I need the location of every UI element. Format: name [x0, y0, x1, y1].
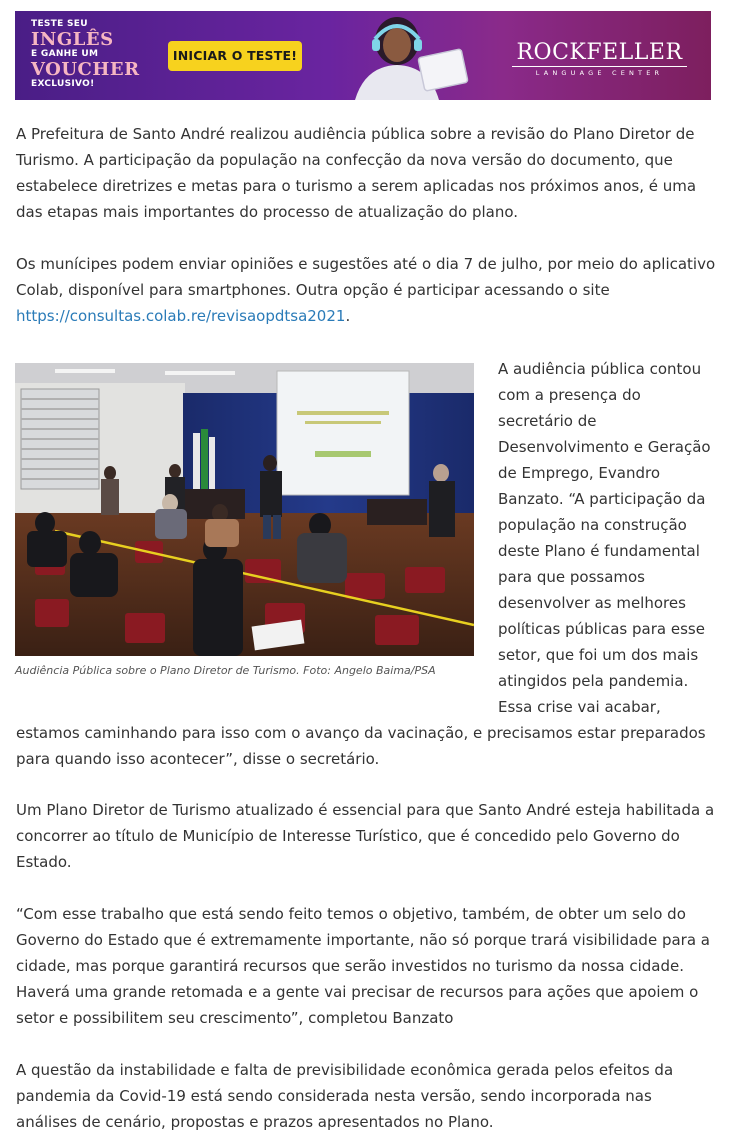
paragraph-hearing-side: A audiência pública contou com a presença do secretário de Desenvolvimento e Geração de Emprego, Evandro Banzato. “A participação da população na construção deste Plano é fundamental para que possamos desenvolver as melhores políticas públicas para esse setor, que foi um dos mais atingidos pela pandemia. Essa crise vai acabar,	[498, 360, 711, 716]
banner-line-5: EXCLUSIVO!	[31, 79, 95, 89]
banner-line-4: VOUCHER	[31, 59, 140, 80]
paragraph-quote-banzato: “Com esse trabalho que está sendo feito temos o objetivo, também, de obter um selo do Governo do Estado que é extremamente importante, não só porque trará visibilidade para a cidade, mas porque garantirá recursos que serão investidos no turismo da nossa cidade. Haverá uma grande retomada e a gente vai precisar de recursos para ações que apoiem o setor e possibilitem seu crescimento”, completou Banzato	[16, 905, 710, 1027]
banner-line-1: TESTE SEU	[31, 19, 88, 29]
ad-banner[interactable]	[15, 11, 711, 100]
paragraph-participation-text: Os munícipes podem enviar opiniões e sugestões até o dia 7 de julho, por meio do aplicativo Colab, disponível para smartphones. Outra opção é participar acessando o site	[16, 255, 716, 299]
banner-promo-text	[31, 19, 161, 90]
start-test-button[interactable]: INICIAR O TESTE!	[168, 41, 302, 71]
paragraph-participation-end: .	[345, 307, 351, 325]
paragraph-pandemic-instability: A questão da instabilidade e falta de previsibilidade econômica gerada pelos efeitos da pandemia da Covid-19 está sendo considerada nesta versão, sendo incorporada nas análises de cenário, propostas e prazos apresentados no Plano.	[16, 1061, 674, 1131]
colab-consultation-link[interactable]: https://consultas.colab.re/revisaopdtsa2021	[16, 307, 346, 325]
brand-name: ROCKFELLER	[512, 41, 687, 67]
paragraph-participation	[16, 251, 716, 329]
photo-caption: Audiência Pública sobre o Plano Diretor de Turismo. Foto: Angelo Baima/PSA	[15, 664, 436, 677]
student-with-tablet-illustration	[335, 11, 475, 100]
brand-logo	[512, 41, 687, 78]
brand-subtitle: LANGUAGE CENTER	[535, 69, 664, 77]
banner-line-2: INGLÊS	[31, 29, 114, 50]
paragraph-plan-importance: Um Plano Diretor de Turismo atualizado é essencial para que Santo André esteja habilitada a concorrer ao título de Município de Interesse Turístico, que é concedido pelo Governo do Estado.	[16, 801, 715, 871]
paragraph-hearing-continued: estamos caminhando para isso com o avanço da vacinação, e precisamos estar preparados para quando isso acontecer”, disse o secretário.	[16, 724, 706, 768]
paragraph-intro: A Prefeitura de Santo André realizou audiência pública sobre a revisão do Plano Diretor de Turismo. A participação da população na confecção da nova versão do documento, que estabelece diretrizes e metas para o turismo a serem aplicadas nos próximos anos, é uma das etapas mais importantes do processo de atualização do plano.	[16, 125, 697, 221]
public-hearing-photo	[15, 363, 474, 656]
banner-line-3: E GANHE UM	[31, 49, 99, 59]
